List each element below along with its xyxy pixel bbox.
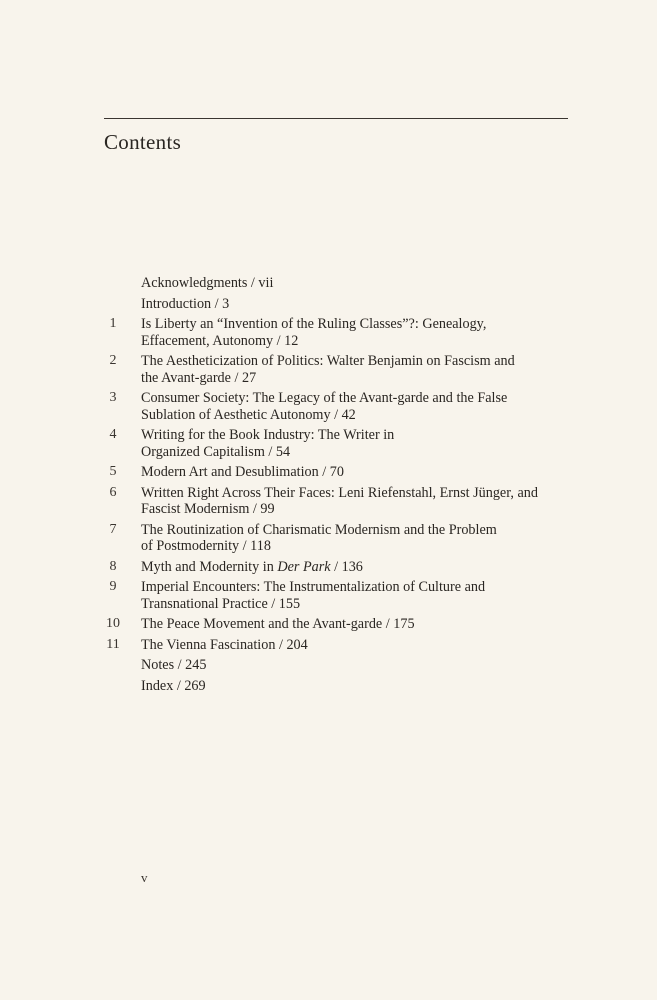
chapter-number: 5 <box>109 464 117 479</box>
entry-title-line: Sublation of Aesthetic Autonomy / 42 <box>141 406 356 423</box>
header-rule <box>104 118 568 119</box>
toc-entry <box>0 657 657 674</box>
entry-title-line: Fascist Modernism / 99 <box>141 501 275 517</box>
entry-title <box>141 637 566 654</box>
chapter-number: 11 <box>106 636 120 652</box>
entry-title-line: Imperial Encounters: The Instrumentalization of Culture and <box>141 579 486 595</box>
entry-title <box>141 275 566 292</box>
toc-entry <box>0 559 657 576</box>
toc-entry <box>0 296 657 313</box>
chapter-number: 3 <box>109 390 117 405</box>
page-title: Contents <box>104 130 182 154</box>
entry-title <box>141 559 566 576</box>
entry-title <box>141 616 566 633</box>
entry-title <box>141 464 566 481</box>
entry-title <box>141 678 566 695</box>
entry-title-line: Consumer Society: The Legacy of the Avant-garde and the False <box>141 390 508 406</box>
entry-title <box>141 522 566 555</box>
chapter-number: 1 <box>109 316 117 331</box>
toc-entry <box>0 579 657 612</box>
entry-title <box>141 485 566 518</box>
chapter-number: 4 <box>109 427 117 442</box>
chapter-number: 10 <box>106 616 120 631</box>
entry-title <box>141 657 566 674</box>
entry-title-part: Myth and Modernity in <box>141 558 278 575</box>
entry-title <box>141 427 566 460</box>
toc-entry <box>0 427 657 460</box>
chapter-number: 7 <box>109 521 117 537</box>
entry-title-line: the Avant-garde / 27 <box>141 369 257 386</box>
page-number: v <box>141 870 148 885</box>
toc-entry <box>0 678 657 695</box>
entry-title-line: The Peace Movement and the Avant-garde / 175 <box>141 616 415 632</box>
entry-title-line: Transnational Practice / 155 <box>141 595 301 612</box>
entry-title-part: Der Park <box>277 558 331 575</box>
entry-title-line: The Vienna Fascination / 204 <box>141 636 308 653</box>
entry-title <box>141 316 566 349</box>
entry-title <box>141 390 566 423</box>
entry-title-line: The Aestheticization of Politics: Walter Benjamin on Fascism and <box>141 353 515 369</box>
entry-title <box>141 353 566 386</box>
toc-entry <box>0 637 657 654</box>
entry-title-line: of Postmodernity / 118 <box>141 538 271 554</box>
chapter-number: 6 <box>109 484 117 500</box>
chapter-number: 8 <box>109 558 117 574</box>
entry-title-line: Written Right Across Their Faces: Leni Riefenstahl, Ernst Jünger, and <box>141 484 538 501</box>
toc-entry <box>0 616 657 633</box>
table-of-contents <box>0 275 657 698</box>
toc-entry <box>0 316 657 349</box>
entry-title-line: Notes / 245 <box>141 657 207 673</box>
entry-title-line: The Routinization of Charismatic Modernism and the Problem <box>141 521 497 538</box>
chapter-number: 2 <box>109 353 117 368</box>
chapter-number: 9 <box>109 579 117 594</box>
entry-title <box>141 579 566 612</box>
entry-title-line: Modern Art and Desublimation / 70 <box>141 464 344 480</box>
toc-entry <box>0 485 657 518</box>
entry-title-line: Acknowledgments / vii <box>141 275 274 291</box>
entry-title <box>141 296 566 313</box>
toc-entry <box>0 390 657 423</box>
entry-title-line: Effacement, Autonomy / 12 <box>141 332 299 349</box>
entry-title-line: Organized Capitalism / 54 <box>141 443 291 460</box>
entry-title-line: Introduction / 3 <box>141 295 230 312</box>
entry-title-part: / 136 <box>330 558 363 575</box>
entry-title-line: Index / 269 <box>141 677 206 694</box>
entry-title-line: Writing for the Book Industry: The Writer in <box>141 427 395 443</box>
toc-entry <box>0 275 657 292</box>
toc-entry <box>0 353 657 386</box>
entry-title-line: Is Liberty an “Invention of the Ruling Classes”?: Genealogy, <box>141 316 487 332</box>
toc-entry <box>0 522 657 555</box>
toc-entry <box>0 464 657 481</box>
